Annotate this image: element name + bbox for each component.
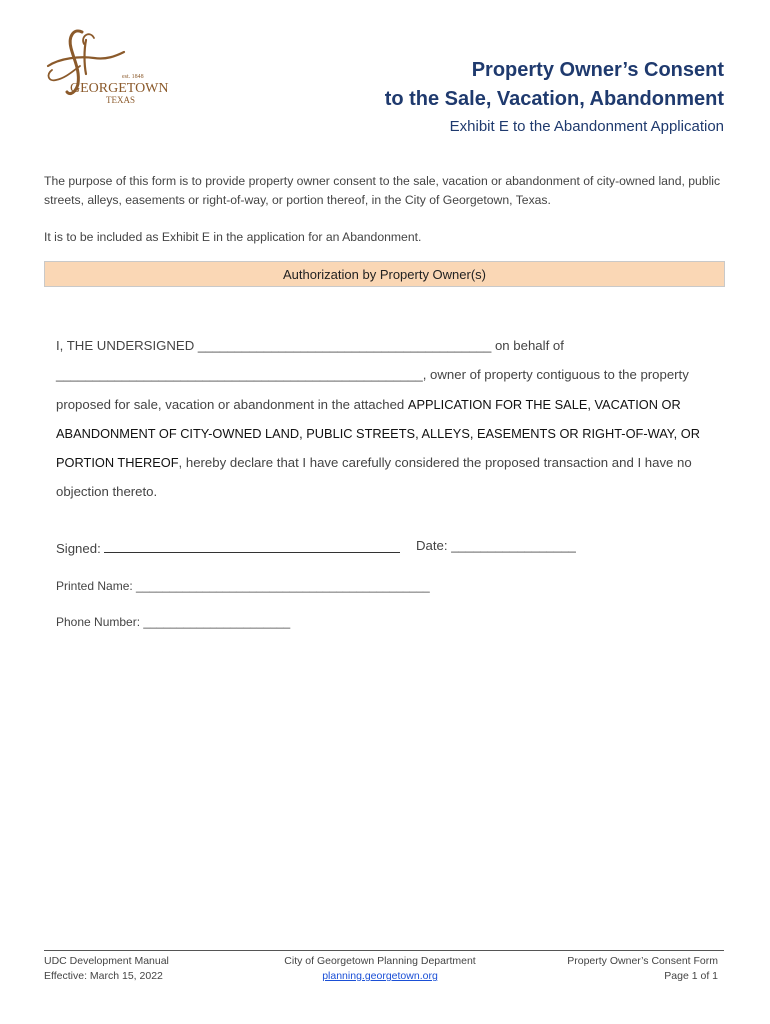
phone-label: Phone Number: xyxy=(56,615,141,629)
footer-left xyxy=(44,954,169,984)
printed-name-label: Printed Name: xyxy=(56,579,133,593)
planning-website-link[interactable]: planning.georgetown.org xyxy=(322,970,438,982)
signed-row xyxy=(56,538,400,556)
footer-divider xyxy=(44,950,724,951)
title-line-1: Property Owner’s Consent xyxy=(471,59,724,81)
footer-page-number: Page 1 of 1 xyxy=(664,970,718,982)
svg-text:est. 1848: est. 1848 xyxy=(122,74,144,80)
footer-effective-date: Effective: March 15, 2022 xyxy=(44,970,163,982)
application-title-part-2: ABANDONMENT OF CITY-OWNED LAND, PUBLIC STREETS, ALLEYS, EASEMENTS OR RIGHT-OF-WAY, OR xyxy=(56,425,700,441)
date-field[interactable]: _________________ xyxy=(451,538,576,553)
application-title-part-1: APPLICATION FOR THE SALE, VACATION OR xyxy=(407,396,681,412)
logo-state: TEXAS xyxy=(106,95,135,105)
undersigned-label: I, THE UNDERSIGNED xyxy=(56,338,195,353)
owner-contiguous-text: , owner of property contiguous to the property xyxy=(422,367,689,383)
phone-row xyxy=(56,615,290,629)
subtitle: Exhibit E to the Abandonment Application xyxy=(449,118,724,135)
title-line-2: to the Sale, Vacation, Abandonment xyxy=(384,88,724,110)
footer-right xyxy=(567,954,718,984)
printed-name-row xyxy=(56,579,430,593)
section-header-authorization xyxy=(44,261,725,287)
declaration-text: , hereby declare that I have carefully considered the proposed transaction and I have no objection thereto. xyxy=(56,455,692,500)
footer-center xyxy=(250,954,510,984)
owner-name-field[interactable]: __________________________________________________ xyxy=(56,367,423,383)
document-header xyxy=(385,56,724,135)
proposed-text: proposed for sale, vacation or abandonment in the attached xyxy=(56,396,405,412)
signed-label: Signed: xyxy=(56,541,101,556)
date-label: Date: xyxy=(416,538,448,553)
application-title-part-3: PORTION THEREOF xyxy=(56,455,179,471)
purpose-paragraph: The purpose of this form is to provide property owner consent to the sale, vacation or abandonment of city-owned land, public streets, alleys, easements or right-of-way, or portion thereof, in the City of Georgetown, Texas. xyxy=(44,174,721,207)
footer-manual: UDC Development Manual xyxy=(44,955,169,967)
footer-form-name: Property Owner’s Consent Form xyxy=(567,955,718,967)
section-title: Authorization by Property Owner(s) xyxy=(282,266,487,282)
undersigned-name-field[interactable]: ________________________________________ xyxy=(197,338,492,353)
date-row xyxy=(416,538,576,553)
printed-name-field[interactable]: ____________________________________________ xyxy=(136,579,430,593)
include-paragraph: It is to be included as Exhibit E in the application for an Abandonment. xyxy=(44,230,422,244)
georgetown-logo xyxy=(40,26,175,106)
consent-statement xyxy=(56,331,726,507)
phone-field[interactable]: ______________________ xyxy=(143,615,291,629)
intro-section xyxy=(44,172,734,265)
logo-name: GEORGETOWN xyxy=(70,81,169,96)
on-behalf-label: on behalf of xyxy=(494,338,564,353)
signature-field[interactable] xyxy=(104,538,400,553)
footer-department: City of Georgetown Planning Department xyxy=(284,955,476,967)
